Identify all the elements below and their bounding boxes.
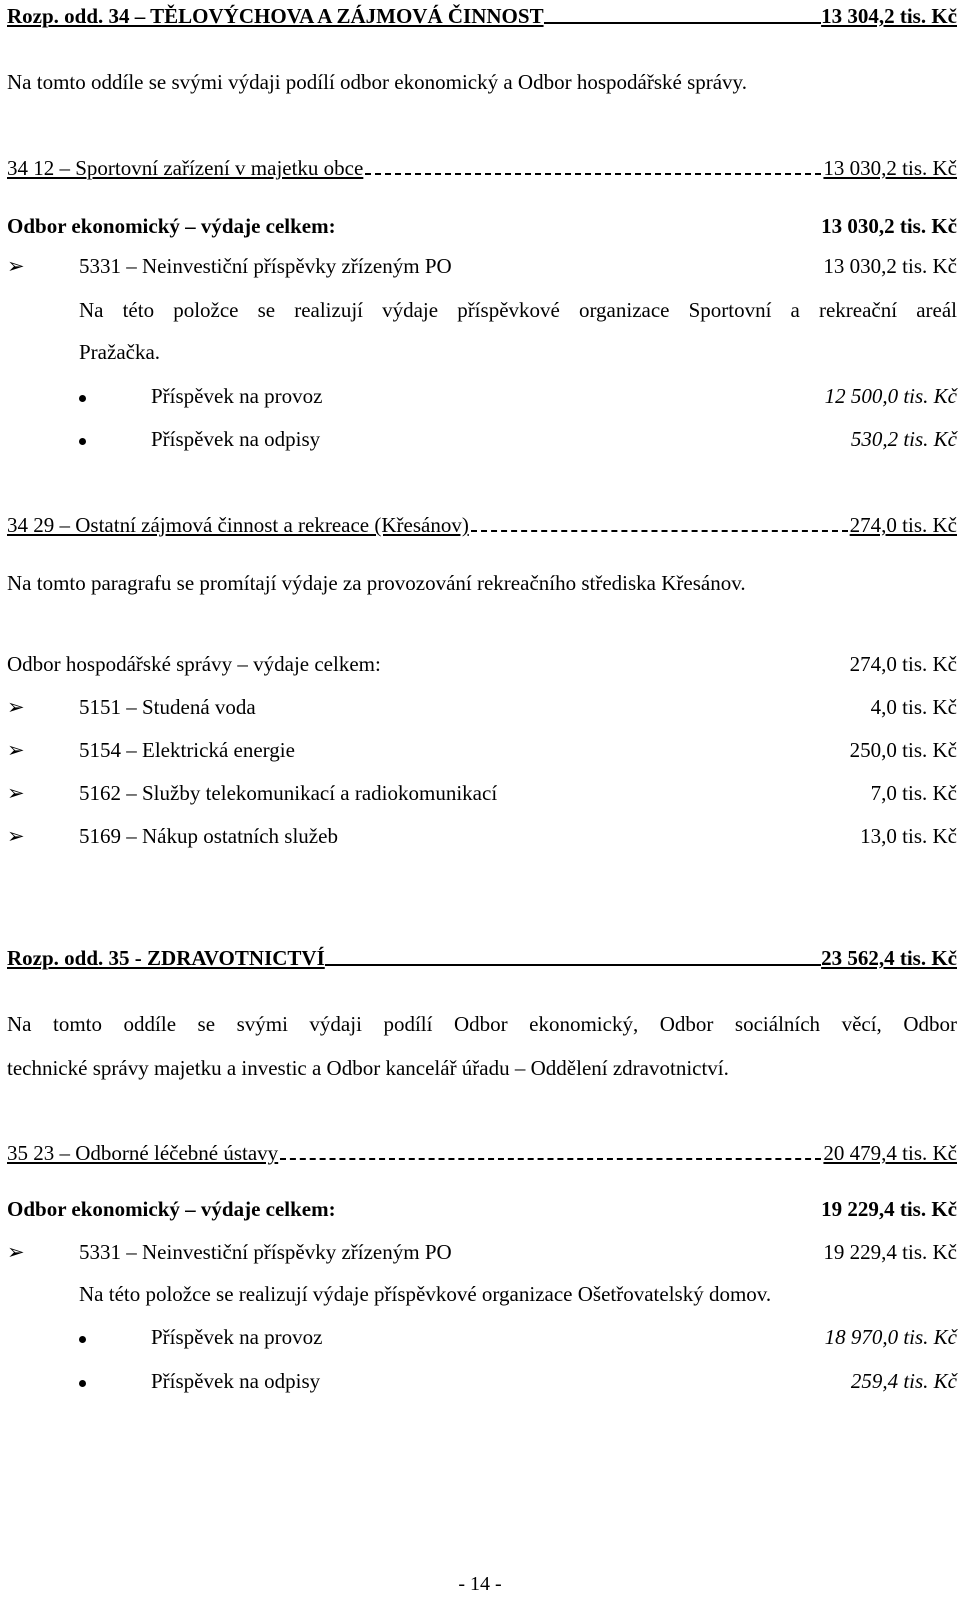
- item-label: 5154 – Elektrická energie: [79, 738, 295, 762]
- item-value: 4,0 tis. Kč: [870, 695, 957, 719]
- arrow-bullet-icon: ➢: [7, 738, 25, 762]
- bullet-value: 12 500,0 tis. Kč: [824, 384, 957, 408]
- section-35-intro-line2: technické správy majetku a investic a Odbor kancelář úřadu – Oddělení zdravotnictví.: [7, 1056, 729, 1080]
- bullet-icon: [7, 1323, 151, 1351]
- dashed-leader: [471, 530, 848, 532]
- bullet-row: [7, 425, 957, 453]
- item-label: 5162 – Služby telekomunikací a radiokomunikací: [79, 781, 498, 805]
- dashed-leader: [280, 1158, 821, 1160]
- bullet-icon: [7, 425, 151, 453]
- item-value: 250,0 tis. Kč: [849, 738, 957, 762]
- section-35-header: [7, 944, 957, 972]
- bullet-value: 18 970,0 tis. Kč: [824, 1325, 957, 1349]
- bullet-label: Příspěvek na provoz: [151, 1325, 323, 1349]
- paragraph-3429-note: Na tomto paragrafu se promítají výdaje za provozování rekreačního střediska Křesánov.: [7, 571, 746, 595]
- page-number: - 14 -: [458, 1573, 502, 1595]
- header-rule: [544, 22, 822, 24]
- item-label: 5169 – Nákup ostatních služeb: [79, 824, 338, 848]
- bullet-row: [7, 382, 957, 410]
- section-35-total: 23 562,4 tis. Kč: [821, 946, 957, 970]
- item-note: Na této položce se realizují výdaje příspěvkové organizace Ošetřovatelský domov.: [79, 1282, 772, 1306]
- dept-total: 19 229,4 tis. Kč: [821, 1197, 957, 1221]
- item-row: [7, 736, 957, 764]
- paragraph-3412-total: 13 030,2 tis. Kč: [823, 156, 957, 180]
- item-label: 5151 – Studená voda: [79, 695, 256, 719]
- dashed-leader: [365, 173, 821, 175]
- dept-label: Odbor ekonomický – výdaje celkem:: [7, 214, 336, 238]
- paragraph-3412-header: [7, 154, 957, 182]
- paragraph-3523-header: [7, 1139, 957, 1167]
- item-note-line2: Pražačka.: [79, 340, 161, 364]
- item-label: 5331 – Neinvestiční příspěvky zřízeným PO: [79, 254, 452, 278]
- item-value: 7,0 tis. Kč: [870, 781, 957, 805]
- section-34-title: Rozp. odd. 34 – TĚLOVÝCHOVA A ZÁJMOVÁ ČINNOST: [7, 4, 544, 28]
- bullet-value: 259,4 tis. Kč: [850, 1369, 957, 1393]
- header-rule: [325, 964, 821, 966]
- section-34-header: [7, 2, 957, 30]
- item-value: 13 030,2 tis. Kč: [823, 254, 957, 278]
- paragraph-3429-header: [7, 511, 957, 539]
- dept-total-row: [7, 212, 957, 240]
- section-35-title: Rozp. odd. 35 - ZDRAVOTNICTVÍ: [7, 946, 325, 970]
- bullet-value: 530,2 tis. Kč: [850, 427, 957, 451]
- dept-total-row: [7, 650, 957, 678]
- bullet-icon: [7, 1367, 151, 1395]
- item-row: [7, 252, 957, 280]
- dept-total: 13 030,2 tis. Kč: [821, 214, 957, 238]
- section-34-intro: Na tomto oddíle se svými výdaji podílí odbor ekonomický a Odbor hospodářské správy.: [7, 70, 747, 94]
- paragraph-3412-title: 34 12 – Sportovní zařízení v majetku obce: [7, 156, 364, 180]
- dept-label: Odbor ekonomický – výdaje celkem:: [7, 1197, 336, 1221]
- bullet-row: [7, 1323, 957, 1351]
- item-value: 13,0 tis. Kč: [860, 824, 957, 848]
- dept-total: 274,0 tis. Kč: [849, 652, 957, 676]
- bullet-label: Příspěvek na provoz: [151, 384, 323, 408]
- dept-label: Odbor hospodářské správy – výdaje celkem:: [7, 652, 381, 676]
- arrow-bullet-icon: ➢: [7, 695, 25, 719]
- paragraph-3429-title: 34 29 – Ostatní zájmová činnost a rekreace (Křesánov): [7, 513, 469, 537]
- item-row: [7, 693, 957, 721]
- paragraph-3429-total: 274,0 tis. Kč: [849, 513, 957, 537]
- paragraph-3523-total: 20 479,4 tis. Kč: [823, 1141, 957, 1165]
- arrow-bullet-icon: ➢: [7, 781, 25, 805]
- item-value: 19 229,4 tis. Kč: [823, 1240, 957, 1264]
- arrow-bullet-icon: ➢: [7, 254, 25, 278]
- dept-total-row: [7, 1195, 957, 1223]
- section-35-intro-line1: Na tomto oddíle se svými výdaji podílí Odbor ekonomický, Odbor sociálních věcí, Odbor: [7, 1012, 957, 1036]
- bullet-label: Příspěvek na odpisy: [151, 1369, 321, 1393]
- section-34-total: 13 304,2 tis. Kč: [821, 4, 957, 28]
- item-row: [7, 779, 957, 807]
- bullet-row: [7, 1367, 957, 1395]
- paragraph-3523-title: 35 23 – Odborné léčebné ústavy: [7, 1141, 279, 1165]
- item-note-line1: Na této položce se realizují výdaje příspěvkové organizace Sportovní a rekreační areál: [79, 298, 957, 322]
- item-label: 5331 – Neinvestiční příspěvky zřízeným PO: [79, 1240, 452, 1264]
- item-row: [7, 822, 957, 850]
- bullet-icon: [7, 382, 151, 410]
- arrow-bullet-icon: ➢: [7, 824, 25, 848]
- item-row: [7, 1238, 957, 1266]
- arrow-bullet-icon: ➢: [7, 1240, 25, 1264]
- bullet-label: Příspěvek na odpisy: [151, 427, 321, 451]
